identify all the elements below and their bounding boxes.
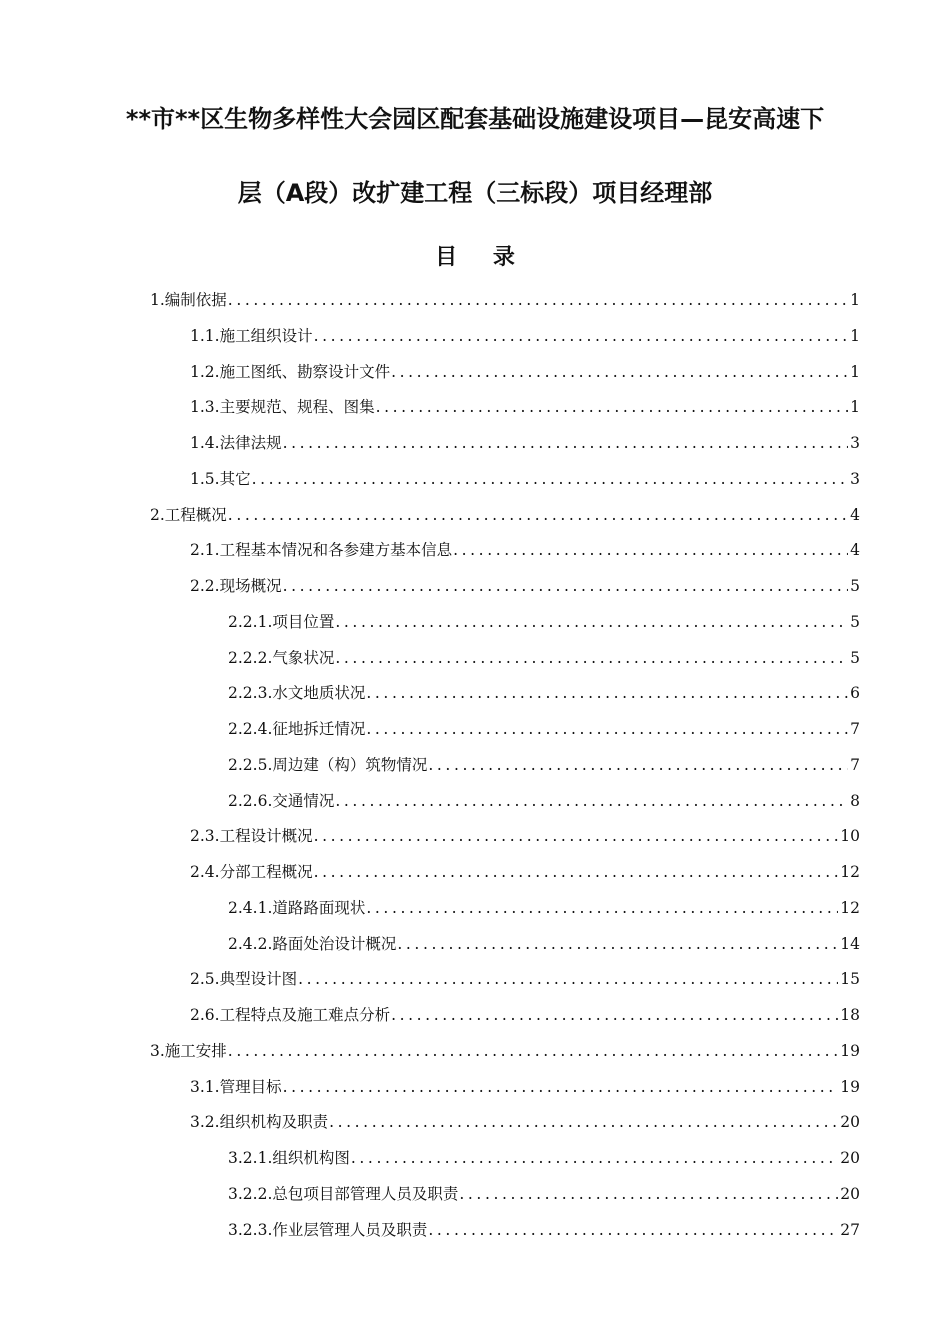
toc-dot-leader — [227, 1041, 838, 1061]
toc-entry-page: 7 — [850, 755, 860, 774]
toc-entry-page: 4 — [850, 505, 860, 524]
toc-entry-page: 5 — [850, 648, 860, 667]
toc-entry-page: 20 — [840, 1149, 860, 1167]
toc-entry-page: 27 — [840, 1220, 860, 1239]
toc-entry-label: 1.1.施工组织设计 — [190, 326, 313, 345]
toc-entry[interactable] — [228, 673, 860, 703]
toc-entry[interactable] — [190, 459, 860, 489]
toc-entry[interactable] — [228, 781, 860, 811]
toc-entry[interactable] — [190, 316, 860, 346]
toc-dot-leader — [427, 1220, 838, 1240]
toc-entry-page: 20 — [840, 1113, 860, 1132]
toc-entry-label: 1.2.施工图纸、勘察设计文件 — [190, 362, 391, 381]
toc-heading: 目 录 — [435, 245, 529, 270]
toc-dot-leader — [396, 934, 838, 954]
toc-entry-label: 3.2.1.组织机构图 — [228, 1149, 350, 1167]
toc-entry-label: 2.3.工程设计概况 — [190, 827, 313, 846]
toc-entry-page: 12 — [840, 898, 860, 917]
toc-entry-page: 6 — [850, 684, 860, 703]
toc-entry-label: 2.2.6.交通情况 — [228, 791, 335, 810]
toc-entry-page: 1 — [850, 291, 860, 309]
toc-dot-leader — [282, 576, 849, 596]
toc-entry[interactable] — [190, 816, 860, 846]
toc-entry-page: 3 — [850, 434, 860, 452]
toc-dot-leader — [313, 826, 839, 846]
toc-entry[interactable] — [228, 888, 860, 918]
toc-dot-leader — [334, 648, 848, 668]
toc-entry-page: 1 — [850, 362, 860, 381]
document-title-line2: 层（A段）改扩建工程（三标段）项目经理部 — [237, 179, 713, 207]
toc-entry[interactable] — [190, 1067, 860, 1097]
toc-dot-leader — [297, 969, 838, 989]
toc-entry-page: 4 — [850, 541, 860, 560]
toc-entry[interactable] — [190, 387, 860, 417]
toc-entry-page: 5 — [850, 577, 860, 595]
toc-dot-leader — [365, 719, 848, 739]
toc-dot-leader — [251, 469, 849, 489]
toc-dot-leader — [313, 862, 839, 882]
toc-entry-page: 3 — [850, 469, 860, 488]
toc-dot-leader — [334, 791, 848, 811]
toc-entry-page: 20 — [840, 1184, 860, 1203]
toc-entry[interactable] — [228, 1138, 860, 1168]
toc-entry-page: 19 — [840, 1041, 860, 1060]
toc-entry[interactable] — [150, 280, 860, 310]
toc-entry-label: 2.5.典型设计图 — [190, 970, 298, 989]
toc-entry[interactable] — [190, 423, 860, 453]
toc-entry-label: 2.6.工程特点及施工难点分析 — [190, 1006, 391, 1024]
toc-dot-leader — [282, 1077, 839, 1097]
toc-entry-label: 2.4.1.道路路面现状 — [228, 898, 366, 917]
toc-entry[interactable] — [228, 924, 860, 954]
toc-entry-label: 3.1.管理目标 — [190, 1077, 282, 1096]
toc-dot-leader — [390, 362, 848, 382]
toc-entry-label: 3.2.组织机构及职责 — [190, 1113, 329, 1132]
toc-entry-page: 15 — [840, 970, 860, 989]
toc-entry[interactable] — [190, 352, 860, 382]
toc-entry[interactable] — [228, 602, 860, 632]
toc-dot-leader — [427, 755, 848, 775]
toc-entry-label: 1.4.法律法规 — [190, 434, 282, 452]
toc-entry-label: 2.2.3.水文地质状况 — [228, 684, 366, 703]
toc-dot-leader — [375, 397, 849, 417]
toc-dot-leader — [390, 1005, 838, 1025]
toc-entry-page: 1 — [850, 398, 860, 417]
document-title-line1: **市**区生物多样性大会园区配套基础设施建设项目—昆安高速下 — [125, 105, 825, 133]
toc-entry[interactable] — [228, 1210, 860, 1240]
toc-dot-leader — [365, 683, 848, 703]
toc-dot-leader — [313, 326, 849, 346]
toc-dot-leader — [365, 898, 838, 918]
toc-entry-label: 2.1.工程基本情况和各参建方基本信息 — [190, 541, 453, 560]
toc-entry-label: 2.工程概况 — [150, 505, 227, 524]
toc-entry[interactable] — [190, 959, 860, 989]
toc-entry-page: 12 — [840, 863, 860, 881]
toc-dot-leader — [328, 1112, 838, 1132]
toc-entry-label: 2.4.2.路面处治设计概况 — [228, 934, 397, 953]
toc-entry-label: 3.2.2.总包项目部管理人员及职责 — [228, 1184, 459, 1203]
toc-entry[interactable] — [190, 1102, 860, 1132]
toc-entry-label: 1.5.其它 — [190, 469, 251, 488]
toc-entry-page: 1 — [850, 326, 860, 345]
toc-dot-leader — [227, 290, 848, 310]
toc-entry[interactable] — [228, 638, 860, 668]
toc-entry[interactable] — [190, 566, 860, 596]
toc-entry-label: 2.4.分部工程概况 — [190, 863, 313, 881]
toc-entry[interactable] — [228, 709, 860, 739]
toc-entry-label: 1.3.主要规范、规程、图集 — [190, 398, 375, 417]
toc-entry-page: 7 — [850, 720, 860, 738]
toc-dot-leader — [452, 540, 848, 560]
toc-entry-page: 19 — [840, 1077, 860, 1096]
toc-entry[interactable] — [228, 1174, 860, 1204]
toc-entry-page: 10 — [840, 827, 860, 846]
toc-entry-page: 14 — [840, 934, 860, 953]
toc-entry-label: 2.2.4.征地拆迁情况 — [228, 720, 366, 738]
toc-entry[interactable] — [228, 745, 860, 775]
toc-entry[interactable] — [150, 495, 860, 525]
toc-entry[interactable] — [150, 1031, 860, 1061]
toc-entry-label: 2.2.5.周边建（构）筑物情况 — [228, 755, 428, 774]
toc-entry[interactable] — [190, 852, 860, 882]
toc-dot-leader — [350, 1148, 838, 1168]
toc-dot-leader — [334, 612, 848, 632]
toc-entry-label: 3.2.3.作业层管理人员及职责 — [228, 1220, 428, 1239]
toc-entry[interactable] — [190, 530, 860, 560]
toc-entry-label: 2.2.2.气象状况 — [228, 648, 335, 667]
toc-entry-label: 3.施工安排 — [150, 1041, 227, 1060]
toc-entry-page: 18 — [840, 1006, 860, 1024]
toc-entry-label: 2.2.1.项目位置 — [228, 612, 335, 631]
toc-entry[interactable] — [190, 995, 860, 1025]
toc-dot-leader — [227, 505, 848, 525]
toc-entry-page: 8 — [850, 791, 860, 810]
toc-dot-leader — [282, 433, 849, 453]
toc-entry-page: 5 — [850, 612, 860, 631]
toc-entry-label: 2.2.现场概况 — [190, 577, 282, 595]
toc-entry-label: 1.编制依据 — [150, 291, 227, 309]
toc-dot-leader — [458, 1184, 838, 1204]
